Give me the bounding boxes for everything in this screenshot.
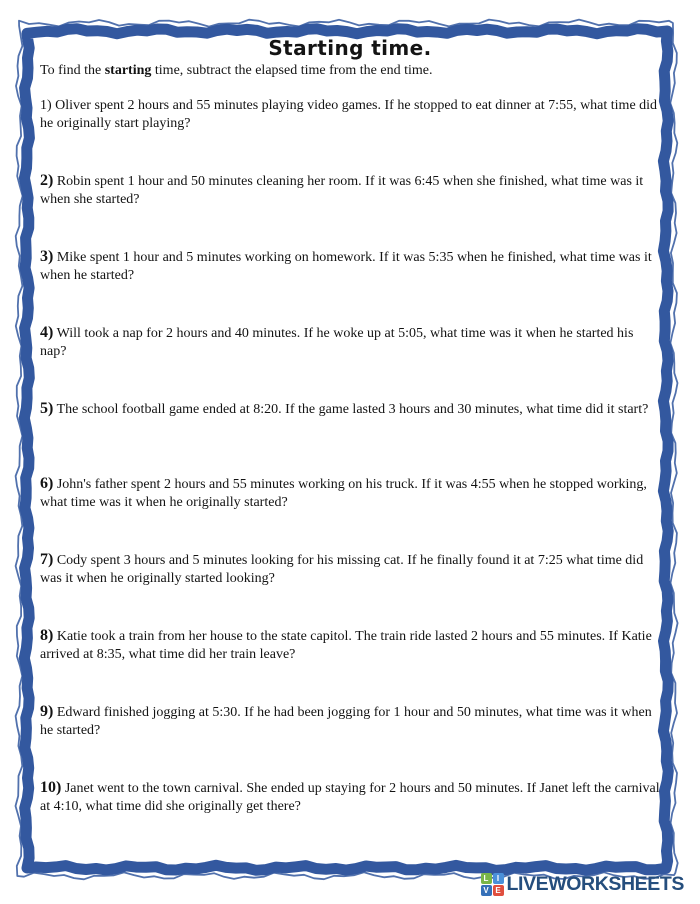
intro-post: time, subtract the elapsed time from the end time. (151, 63, 433, 78)
question-item (40, 400, 660, 437)
intro-bold-word: starting (104, 63, 152, 78)
liveworksheets-footer[interactable] (481, 873, 685, 896)
question-number: 5) (40, 399, 54, 417)
question-text: Will took a nap for 2 hours and 40 minutes. If he woke up at 5:05, what time was it when he started his nap? (40, 325, 634, 359)
intro-pre: To find the (40, 63, 105, 78)
question-text: Cody spent 3 hours and 5 minutes looking for his missing cat. If he finally found it at 7:25 what time did was it when he originally started looking? (40, 552, 644, 586)
question-number: 6) (40, 474, 54, 492)
logo-tile-i: I (493, 873, 504, 884)
question-item (40, 324, 660, 362)
question-text: Janet went to the town carnival. She ended up staying for 2 hours and 50 minutes. If Janet left the carnival at 4:10, what time did she originally get there? (40, 780, 660, 814)
question-text: Edward finished jogging at 5:30. If he had been jogging for 1 hour and 50 minutes, what time was it when he started? (40, 704, 652, 738)
intro-text (40, 62, 660, 81)
liveworksheets-logo-icon (481, 873, 504, 896)
logo-tile-e: E (493, 885, 504, 896)
logo-tile-v: V (481, 885, 492, 896)
question-item (40, 475, 660, 513)
question-number: 1) (40, 97, 52, 113)
question-text: Robin spent 1 hour and 50 minutes cleaning her room. If it was 6:45 when she finished, what time was it when she started? (40, 173, 644, 207)
question-text: John's father spent 2 hours and 55 minutes working on his truck. If it was 4:55 when he stopped working, what time was it when he originally started? (40, 476, 647, 510)
question-item (40, 97, 660, 134)
question-number: 7) (40, 550, 54, 568)
question-number: 4) (40, 323, 54, 341)
questions-list (40, 97, 660, 817)
logo-tile-l: L (481, 873, 492, 884)
question-number: 10) (40, 778, 62, 796)
question-item (40, 551, 660, 589)
question-text: Oliver spent 2 hours and 55 minutes playing video games. If he stopped to eat dinner at 7:55, what time did he originally start playing? (40, 97, 658, 131)
question-number: 2) (40, 171, 54, 189)
question-item (40, 627, 660, 665)
liveworksheets-brand-text: LIVEWORKSHEETS (506, 873, 684, 895)
question-text: Katie took a train from her house to the state capitol. The train ride lasted 2 hours and 55 minutes. If Katie arrived at 8:35, what time did her train leave? (40, 628, 652, 662)
question-item (40, 248, 660, 286)
question-item (40, 703, 660, 741)
question-item (40, 779, 660, 817)
page-title: Starting time. (268, 36, 432, 60)
question-text: Mike spent 1 hour and 5 minutes working on homework. If it was 5:35 when he finished, what time was it when he started? (40, 249, 652, 283)
question-number: 8) (40, 626, 54, 644)
worksheet-content (40, 36, 660, 855)
question-number: 3) (40, 247, 54, 265)
question-item (40, 172, 660, 210)
question-number: 9) (40, 702, 54, 720)
question-text: The school football game ended at 8:20. If the game lasted 3 hours and 30 minutes, what time did it start? (56, 401, 649, 417)
